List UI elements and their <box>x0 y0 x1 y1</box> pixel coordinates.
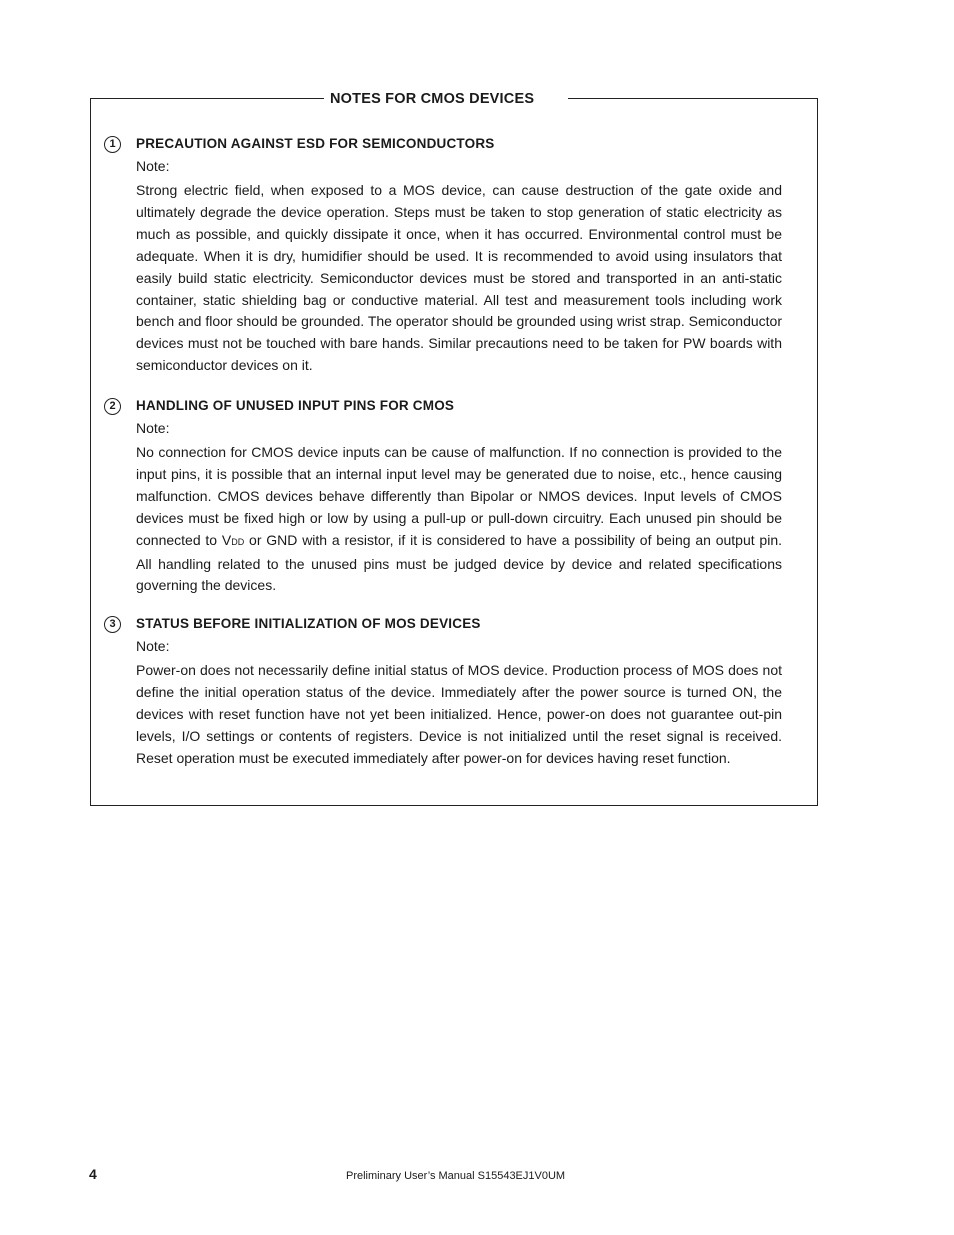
section-number: 3 <box>104 616 121 633</box>
note-label: Note: <box>136 420 170 436</box>
box-top-border-left <box>90 98 324 99</box>
section-body <box>136 442 782 597</box>
body-text-part: No connection for CMOS device inputs can be cause of malfunction. If no connection is provided to the input pins, it is possible that an internal input level may be generated due to noise, etc., hence causing malfunction. CMOS devices behave differently than Bipolar or NMOS devices. Input levels of CMOS devices must be fixed high or low by using a pull-up or pull-down circuitry. Each unused pin should be connected to V <box>136 444 782 548</box>
section-heading: HANDLING OF UNUSED INPUT PINS FOR CMOS <box>136 398 455 413</box>
box-title: NOTES FOR CMOS DEVICES <box>330 91 535 107</box>
section-body: Power-on does not necessarily define initial status of MOS device. Production process of MOS does not define the initial operation status of the device. Immediately after the power source is turned ON, the devices with reset function have not yet been initialized. Hence, power-on does not guarantee out-pin levels, I/O settings or contents of registers. Device is not initialized until the reset signal is received. Reset operation must be executed immediately after power-on for devices having reset function. <box>136 662 782 766</box>
section-body: Strong electric field, when exposed to a MOS device, can cause destruction of the gate oxide and ultimately degrade the device operation. Steps must be taken to stop generation of static electricity as much as possible, and quickly dissipate it once, when it has occurred. Environmental control must be adequate. When it is dry, humidifier should be used. It is recommended to avoid using insulators that easily build static electricity. Semiconductor devices must be stored and transported in an anti-static container, static shielding bag or conductive material. All test and measurement tools including work bench and floor should be grounded. The operator should be grounded using wrist strap. Semiconductor devices must not be touched with bare hands. Similar precautions need to be taken for PW boards with semiconductor devices on it. <box>136 182 782 374</box>
section-number: 2 <box>104 398 121 415</box>
note-label: Note: <box>136 638 170 654</box>
note-label: Note: <box>136 158 170 174</box>
section-heading: PRECAUTION AGAINST ESD FOR SEMICONDUCTORS <box>136 136 495 151</box>
vdd-subscript: DD <box>231 536 245 547</box>
body-text-part: or GND with a resistor, if it is considered to have a possibility of being an output pin. All handling related to the unused pins must be judged device by device and related specifications governing the devices. <box>136 531 782 594</box>
footer-text: Preliminary User’s Manual S15543EJ1V0UM <box>346 1170 566 1182</box>
box-top-border-right <box>568 98 818 99</box>
section-heading: STATUS BEFORE INITIALIZATION OF MOS DEVICES <box>136 616 481 631</box>
page-number: 4 <box>89 1166 97 1182</box>
section-number: 1 <box>104 136 121 153</box>
